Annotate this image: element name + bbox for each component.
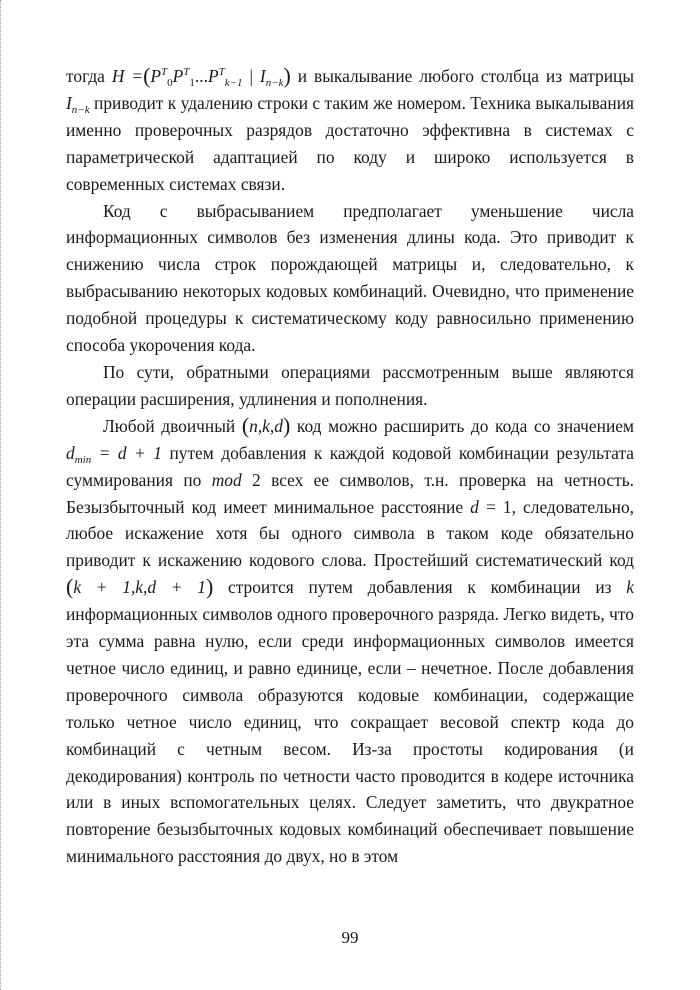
- formula-dmin: $d_{min} = d + 1$: [66, 442, 162, 466]
- formula-I-n-k: $I_{n-k}$: [66, 92, 90, 116]
- text-run: код можно расширить до кода со значением: [290, 415, 634, 436]
- page-edge: [0, 0, 3, 990]
- document-body: [66, 63, 634, 870]
- paragraph-2: Код с выбрасыванием предполагает уменьшение числа информационных символов без изменения длины кода. Это приводит к снижению числа строк порождающей матрицы и, следовательно, к выбрасыванию некоторых кодовых комбинаций. Очевидно, что применение подобной процедуры к систематическому коду равносильно применению способа укорочения кода.: [66, 200, 634, 356]
- text-run: всех ее символов, т.н. проверка на четность. Безызбыточный код имеет минимальное расстояние: [66, 469, 634, 517]
- formula-k: k: [626, 577, 634, 598]
- text-run: следовательно, любое искажение хотя бы одного символа в таком коде обязательно приводит к искажению кодового слова. Простейший систематический код: [66, 496, 635, 571]
- formula-d-equals-1: d = 1,: [470, 496, 516, 517]
- text-run: и выкалывание любого столбца из матрицы: [290, 66, 634, 86]
- paragraph-4: [66, 413, 634, 870]
- page-number: 99: [341, 928, 359, 947]
- text-run: строится путем добавления к комбинации из: [213, 577, 627, 598]
- paragraph-3: По сути, обратными операциями рассмотренным выше являются операции расширения, удлинения и пополнения.: [66, 361, 634, 409]
- text-run: Любой двоичный: [103, 415, 242, 436]
- text-run: приводит к удалению строки с таким же номером. Техника выкалывания именно проверочных разрядов достаточно эффективна в системах с параметрической адаптацией по коду и широко используется в современных системах связи.: [66, 92, 634, 194]
- formula-k1kd1: (k + 1,k,d + 1): [66, 574, 214, 600]
- text-run: информационных символов одного проверочного разряда. Легко видеть, что эта сумма равна нулю, если среди информационных символов имеется четное число единиц, и равно единице, если – нечетное. После добавления проверочного символа образуются кодовые комбинации, содержащие только четное число единиц, что сокращает весовой спектр кода до комбинаций с четным весом. Из-за простоты кодирования (и декодирования) контроль по четности часто проводится в кодере источника или в иных вспомогательных целях. Следует заметить, что двукратное повторение безызбыточных кодовых комбинаций обеспечивает повышение минимального расстояния до двух, но в этом: [66, 604, 634, 867]
- paragraph-1: [66, 63, 634, 198]
- formula-mod2: mod 2: [211, 469, 261, 490]
- formula-nkd: (n,k,d): [241, 412, 291, 438]
- formula-H: $H =(P^T_0P^T_1...P^T_{k-1}$ | $I_{n-k}$): [111, 63, 291, 89]
- text-run: путем добавления к каждой кодовой комбинации результата суммирования по: [66, 442, 634, 490]
- text-run: тогда: [66, 66, 112, 86]
